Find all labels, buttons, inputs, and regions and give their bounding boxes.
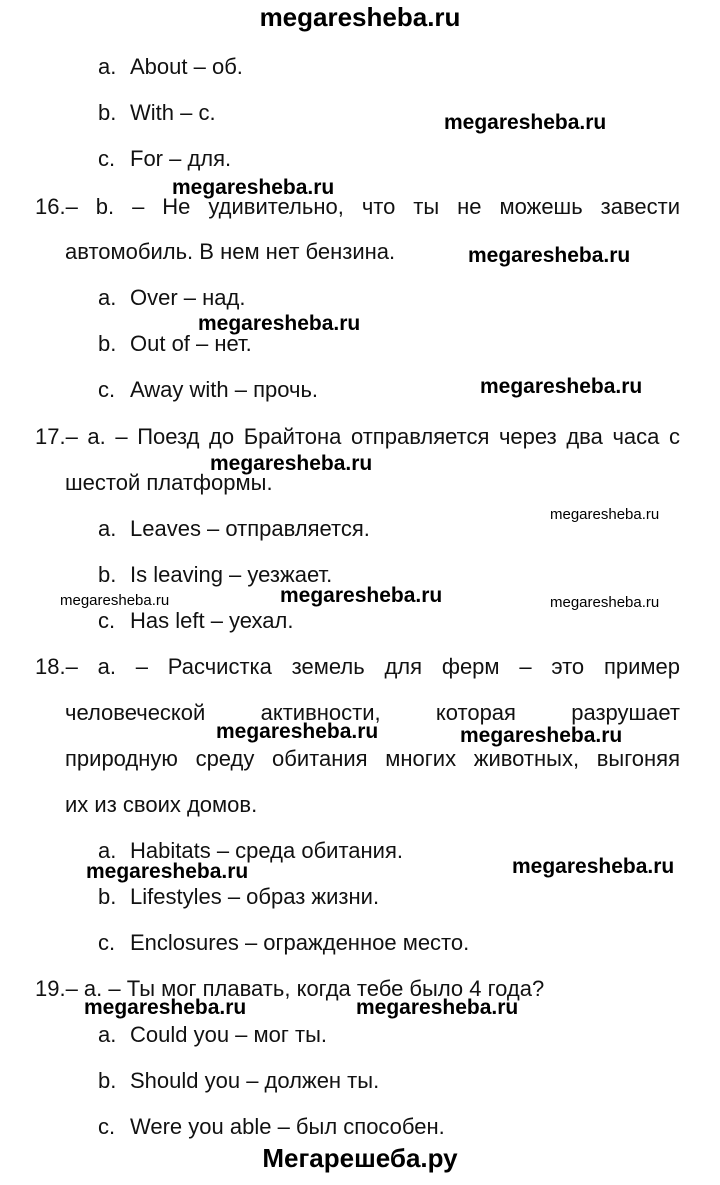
- option-letter: a.: [98, 54, 117, 79]
- option-text: Lifestyles – образ жизни.: [130, 884, 380, 909]
- watermark: megaresheba.ru: [512, 855, 675, 878]
- option-text: About – об.: [130, 54, 243, 79]
- watermark: megaresheba.ru: [86, 860, 249, 883]
- watermark: megaresheba.ru: [444, 111, 607, 134]
- watermark: megaresheba.ru: [460, 724, 623, 747]
- option-letter: a.: [98, 838, 117, 863]
- q15-option-b: [98, 100, 216, 126]
- option-text: Enclosures – огражденное место.: [130, 930, 470, 955]
- watermark: megaresheba.ru: [216, 720, 379, 743]
- watermark: megaresheba.ru: [468, 244, 631, 267]
- option-text: Were you able – был способен.: [130, 1114, 445, 1139]
- option-letter: a.: [98, 285, 117, 310]
- option-letter: a.: [98, 1022, 117, 1047]
- q19-option-c: [98, 1114, 445, 1140]
- option-letter: c.: [98, 377, 116, 402]
- q16-line-2: автомобиль. В нем нет бензина.: [65, 239, 396, 264]
- option-text: Should you – должен ты.: [130, 1068, 380, 1093]
- option-letter: c.: [98, 608, 116, 633]
- q17-option-c: [98, 608, 294, 634]
- option-text: For – для.: [130, 146, 232, 171]
- option-letter: b.: [98, 884, 117, 909]
- option-letter: b.: [98, 1068, 117, 1093]
- option-letter: a.: [98, 516, 117, 541]
- q18-line-1: 18.– a. – Расчистка земель для ферм – это пример: [35, 654, 680, 679]
- q18-line-4: их из своих домов.: [65, 792, 258, 817]
- q17-line-1: 17.– a. – Поезд до Брайтона отправляется через два часа с: [35, 424, 680, 449]
- option-text: Away with – прочь.: [130, 377, 319, 402]
- option-letter: c.: [98, 930, 116, 955]
- watermark: megaresheba.ru: [280, 584, 443, 607]
- q19-line-1: 19.– a. – Ты мог плавать, когда тебе было 4 года?: [35, 976, 545, 1001]
- option-text: Has left – уехал.: [130, 608, 294, 633]
- q17-line-2: шестой платформы.: [65, 470, 273, 495]
- option-text: Habitats – среда обитания.: [130, 838, 403, 863]
- q18-option-c: [98, 930, 469, 956]
- watermark: megaresheba.ru: [550, 594, 660, 611]
- option-text: With – с.: [130, 100, 216, 125]
- watermark: megaresheba.ru: [60, 592, 170, 609]
- option-letter: b.: [98, 331, 117, 356]
- q18-option-b: [98, 884, 379, 910]
- option-letter: c.: [98, 146, 116, 171]
- watermark: megaresheba.ru: [480, 375, 643, 398]
- watermark: megaresheba.ru: [356, 996, 519, 1019]
- option-text: Could you – мог ты.: [130, 1022, 328, 1047]
- q18-line-3: природную среду обитания многих животных, выгоняя: [65, 746, 680, 771]
- option-text: Out of – нет.: [130, 331, 252, 356]
- q19-option-b: [98, 1068, 379, 1094]
- q16-line-1: 16.– b. – Не удивительно, что ты не можешь завести: [35, 194, 680, 219]
- option-text: Is leaving – уезжает.: [130, 562, 333, 587]
- q16-option-a: [98, 285, 245, 311]
- option-letter: c.: [98, 1114, 116, 1139]
- option-letter: b.: [98, 100, 117, 125]
- option-text: Leaves – отправляется.: [130, 516, 370, 541]
- site-header: megaresheba.ru: [259, 2, 461, 32]
- option-text: Over – над.: [130, 285, 246, 310]
- watermark: megaresheba.ru: [84, 996, 247, 1019]
- watermark: megaresheba.ru: [172, 176, 335, 199]
- q16-option-c: [98, 377, 318, 403]
- site-footer: Мегарешеба.ру: [262, 1143, 458, 1173]
- option-letter: b.: [98, 562, 117, 587]
- q15-option-a: [98, 54, 243, 80]
- q18-line-2: человеческой активности, которая разрушает: [65, 700, 680, 725]
- q15-option-c: [98, 146, 231, 172]
- watermark: megaresheba.ru: [210, 452, 373, 475]
- watermark: megaresheba.ru: [550, 506, 660, 523]
- watermark: megaresheba.ru: [198, 312, 361, 335]
- q17-option-a: [98, 516, 370, 542]
- q19-option-a: [98, 1022, 327, 1048]
